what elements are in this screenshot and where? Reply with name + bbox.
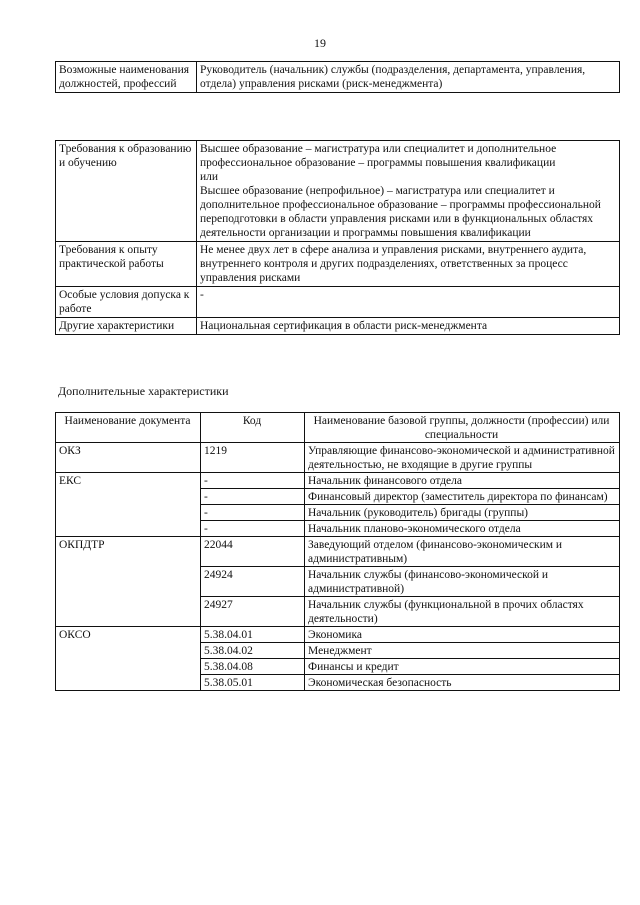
positions-row bbox=[56, 62, 620, 93]
code-cell: - bbox=[201, 521, 305, 537]
table-row bbox=[56, 627, 620, 643]
name-cell: Заведующий отделом (финансово-экономическим и административным) bbox=[305, 537, 620, 567]
code-cell: - bbox=[201, 505, 305, 521]
education-line-3: Высшее образование (непрофильное) – магистратура или специалитет и дополнительное профессиональное образование – программы профессиональной переподготовки в области управления рисками или в функциональных областях деятельности организации и программы повышения квалификации bbox=[200, 185, 601, 239]
admission-value: - bbox=[197, 287, 620, 318]
table-row bbox=[56, 537, 620, 567]
education-label: Требования к образованию и обучению bbox=[56, 141, 197, 242]
code-cell: - bbox=[201, 473, 305, 489]
code-cell: 24924 bbox=[201, 567, 305, 597]
code-cell: 22044 bbox=[201, 537, 305, 567]
code-cell: 5.38.05.01 bbox=[201, 675, 305, 691]
education-value bbox=[197, 141, 620, 242]
requirements-row-other bbox=[56, 318, 620, 335]
name-cell: Начальник финансового отдела bbox=[305, 473, 620, 489]
admission-label: Особые условия допуска к работе bbox=[56, 287, 197, 318]
name-cell: Управляющие финансово-экономической и административной деятельностью, не входящие в другие группы bbox=[305, 443, 620, 473]
requirements-table bbox=[55, 140, 620, 335]
name-cell: Финансы и кредит bbox=[305, 659, 620, 675]
doc-name-empty bbox=[56, 659, 201, 675]
education-line-1: Высшее образование – магистратура или специалитет и дополнительное профессиональное образование – программы повышения квалификации bbox=[200, 143, 557, 169]
doc-name-empty bbox=[56, 567, 201, 597]
table-row bbox=[56, 597, 620, 627]
doc-name-empty bbox=[56, 597, 201, 627]
positions-table bbox=[55, 61, 620, 93]
code-cell: 24927 bbox=[201, 597, 305, 627]
doc-name: ОКСО bbox=[56, 627, 201, 643]
additional-table bbox=[55, 412, 620, 691]
table-row bbox=[56, 567, 620, 597]
experience-label: Требования к опыту практической работы bbox=[56, 242, 197, 287]
requirements-row-admission bbox=[56, 287, 620, 318]
table-row bbox=[56, 473, 620, 489]
name-cell: Начальник службы (финансово-экономической и административной) bbox=[305, 567, 620, 597]
table-row bbox=[56, 489, 620, 505]
positions-label: Возможные наименования должностей, профессий bbox=[56, 62, 197, 93]
table-row bbox=[56, 643, 620, 659]
header-code: Код bbox=[201, 413, 305, 443]
name-cell: Финансовый директор (заместитель директора по финансам) bbox=[305, 489, 620, 505]
code-cell: 5.38.04.08 bbox=[201, 659, 305, 675]
name-cell: Начальник планово-экономического отдела bbox=[305, 521, 620, 537]
table-row bbox=[56, 659, 620, 675]
doc-name-empty bbox=[56, 505, 201, 521]
table-row bbox=[56, 675, 620, 691]
table-row bbox=[56, 443, 620, 473]
name-cell: Экономика bbox=[305, 627, 620, 643]
experience-value: Не менее двух лет в сфере анализа и управления рисками, внутреннего аудита, внутреннего контроля и других подразделениях, ответственных за процесс управления рисками bbox=[197, 242, 620, 287]
header-document: Наименование документа bbox=[56, 413, 201, 443]
doc-name-empty bbox=[56, 643, 201, 659]
code-cell: 5.38.04.01 bbox=[201, 627, 305, 643]
doc-name-empty bbox=[56, 675, 201, 691]
requirements-row-education bbox=[56, 141, 620, 242]
education-line-2: или bbox=[200, 171, 219, 183]
doc-name-empty bbox=[56, 489, 201, 505]
other-label: Другие характеристики bbox=[56, 318, 197, 335]
additional-heading: Дополнительные характеристики bbox=[58, 384, 229, 398]
other-value: Национальная сертификация в области риск-менеджмента bbox=[197, 318, 620, 335]
code-cell: - bbox=[201, 489, 305, 505]
doc-name: ОКЗ bbox=[56, 443, 201, 473]
positions-value: Руководитель (начальник) службы (подразделения, департамента, управления, отдела) управления рисками (риск-менеджмента) bbox=[197, 62, 620, 93]
name-cell: Экономическая безопасность bbox=[305, 675, 620, 691]
name-cell: Менеджмент bbox=[305, 643, 620, 659]
page-number: 19 bbox=[314, 36, 326, 50]
doc-name-empty bbox=[56, 521, 201, 537]
table-row bbox=[56, 505, 620, 521]
requirements-row-experience bbox=[56, 242, 620, 287]
doc-name: ОКПДТР bbox=[56, 537, 201, 567]
code-cell: 1219 bbox=[201, 443, 305, 473]
doc-name: ЕКС bbox=[56, 473, 201, 489]
name-cell: Начальник службы (функциональной в прочих областях деятельности) bbox=[305, 597, 620, 627]
header-name: Наименование базовой группы, должности (профессии) или специальности bbox=[305, 413, 620, 443]
additional-header-row bbox=[56, 413, 620, 443]
table-row bbox=[56, 521, 620, 537]
name-cell: Начальник (руководитель) бригады (группы) bbox=[305, 505, 620, 521]
code-cell: 5.38.04.02 bbox=[201, 643, 305, 659]
